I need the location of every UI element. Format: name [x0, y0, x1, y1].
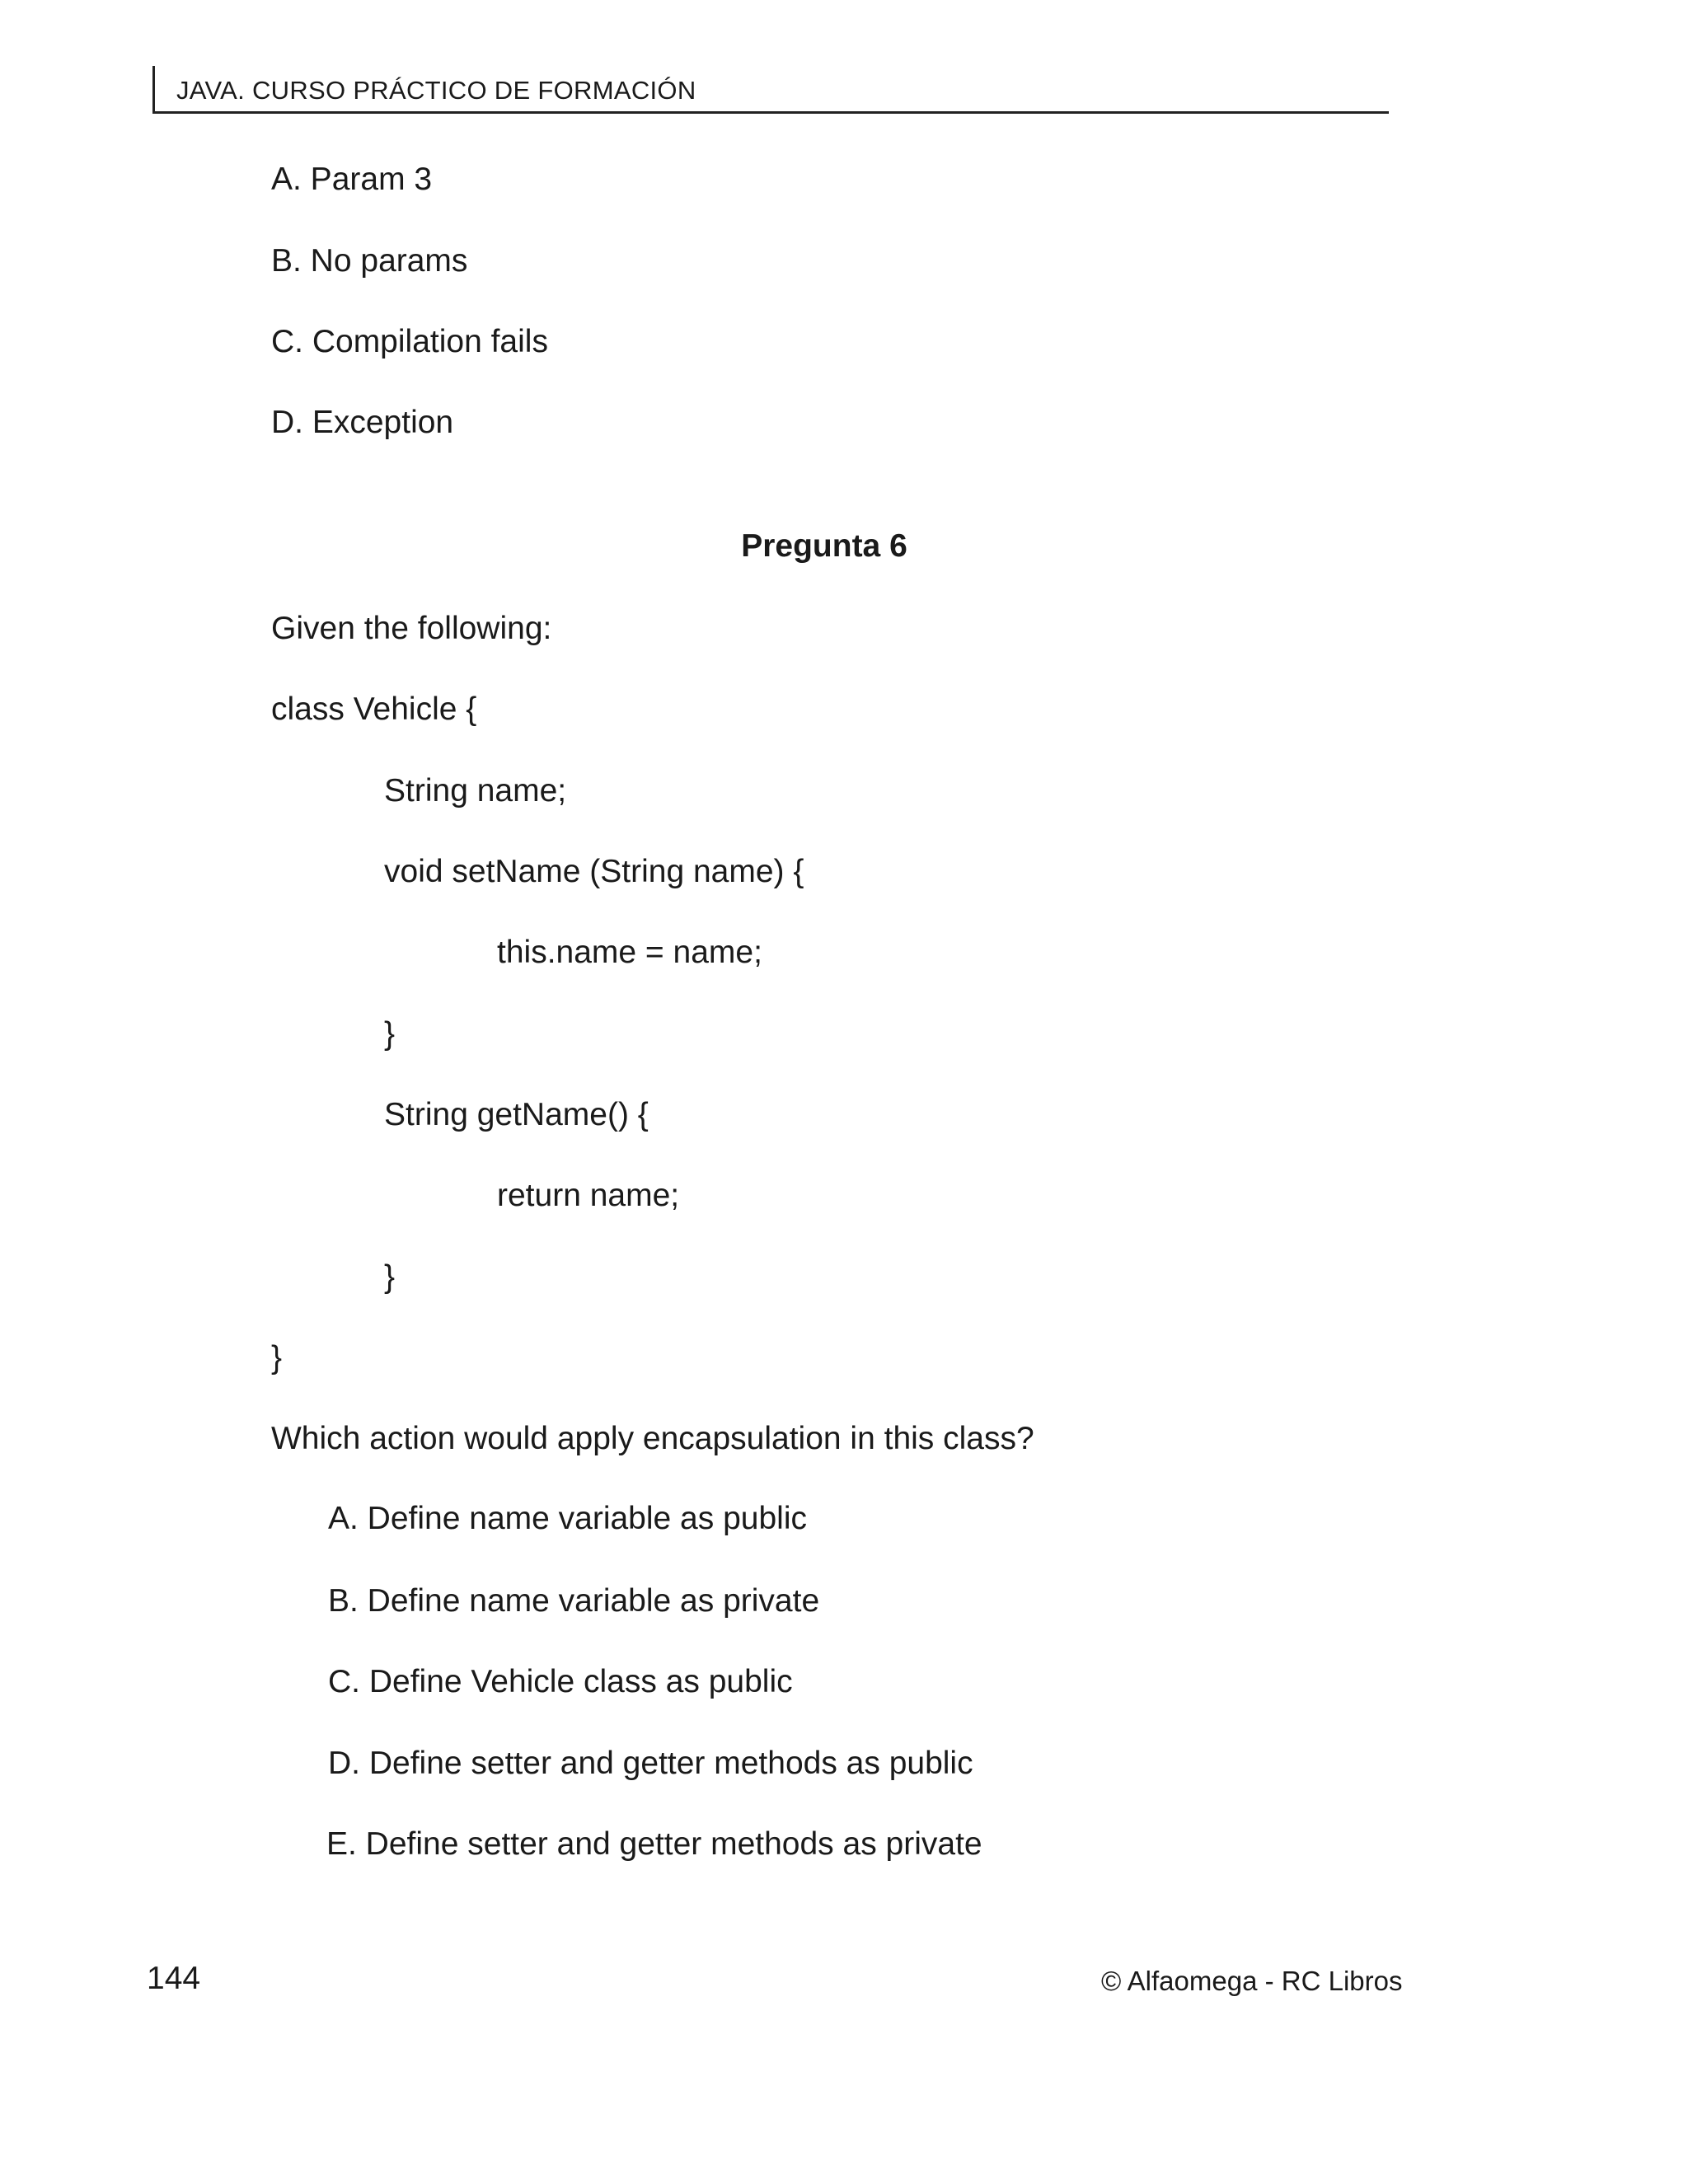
running-header [152, 66, 1389, 114]
answer-option-d: D. Define setter and getter methods as public [328, 1746, 973, 1781]
answer-option-c: C. Define Vehicle class as public [328, 1664, 793, 1699]
answer-option-b: B. Define name variable as private [328, 1583, 820, 1619]
question-title: Pregunta 6 [741, 528, 907, 564]
previous-option-c: C. Compilation fails [271, 324, 548, 359]
code-line: String name; [384, 773, 567, 808]
code-line: return name; [497, 1178, 680, 1213]
code-line: } [384, 1259, 396, 1295]
code-line: class Vehicle { [271, 691, 477, 727]
code-line: void setName (String name) { [384, 854, 804, 889]
code-line: } [384, 1016, 396, 1052]
previous-option-b: B. No params [271, 243, 468, 279]
page-number: 144 [147, 1961, 201, 1996]
code-line: String getName() { [384, 1097, 649, 1132]
code-line: } [271, 1340, 283, 1376]
answer-option-e: E. Define setter and getter methods as private [326, 1826, 982, 1862]
answer-option-a: A. Define name variable as public [328, 1501, 807, 1536]
previous-option-a: A. Param 3 [271, 162, 433, 197]
copyright-notice: © Alfaomega - RC Libros [1101, 1966, 1403, 1996]
code-line: this.name = name; [497, 935, 762, 970]
previous-option-d: D. Exception [271, 405, 454, 440]
question-prompt: Which action would apply encapsulation in this class? [271, 1421, 1034, 1456]
running-title: JAVA. CURSO PRÁCTICO DE FORMACIÓN [176, 76, 696, 105]
question-intro: Given the following: [271, 611, 552, 646]
